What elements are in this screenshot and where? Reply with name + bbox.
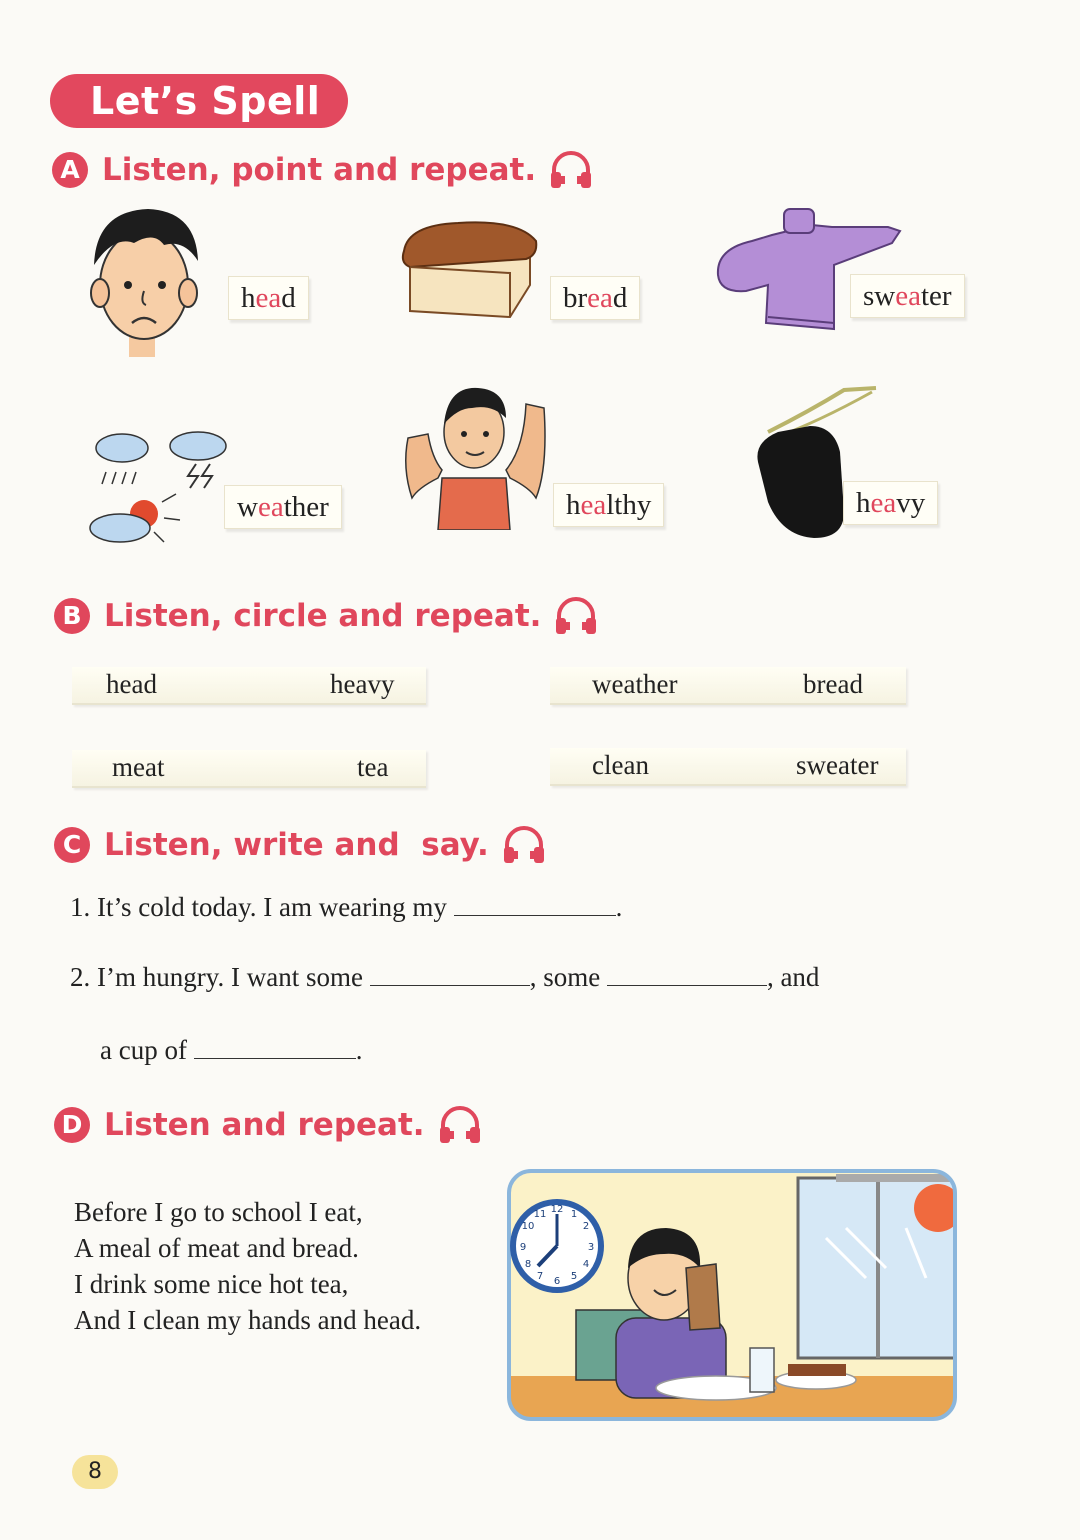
circle-option-word[interactable]: tea [357,752,389,782]
clock-numeral: 8 [524,1259,532,1270]
section-b-letter: B [54,598,90,634]
word-card-heavy: heavy [843,481,938,525]
sentence-1: 1. It’s cold today. I am wearing my . [70,892,623,922]
page-title: Let’s Spell [50,74,348,128]
section-c-title: Listen, write and say. [104,827,489,863]
clock-numeral: 12 [550,1204,564,1215]
poem-line: Before I go to school I eat, [74,1197,363,1227]
sentence-2: 2. I’m hungry. I want some , some , and [70,962,820,992]
page-number: 8 [72,1455,118,1489]
poem [74,1194,421,1338]
section-c-heading [54,825,547,865]
section-d-heading [54,1105,483,1145]
answer-blank[interactable] [454,895,616,916]
healthy-boy-illustration [398,378,556,530]
clock-numeral: 6 [553,1276,561,1287]
headphones-icon[interactable] [501,825,547,865]
section-d-letter: D [54,1107,90,1143]
answer-blank[interactable] [607,965,767,986]
circle-option-word[interactable]: head [106,669,157,699]
section-b-heading [54,596,599,636]
word-card-head: head [228,276,309,320]
circle-option-word[interactable]: bread [803,669,863,699]
clock-numeral: 4 [582,1259,590,1270]
word-card-healthy: healthy [553,483,664,527]
section-a-heading [52,150,594,190]
weather-illustration [86,428,234,546]
clock-numeral: 5 [570,1271,578,1282]
word-pair-strip-1 [72,667,426,705]
headphones-icon[interactable] [548,150,594,190]
word-card-weather: weather [224,485,342,529]
poem-line: I drink some nice hot tea, [74,1269,349,1299]
circle-option-word[interactable]: weather [592,669,678,699]
poem-line: And I clean my hands and head. [74,1305,422,1335]
clock-numeral: 7 [536,1271,544,1282]
circle-option-word[interactable]: meat [112,752,165,782]
clock-numeral: 9 [519,1242,527,1253]
clock-numeral: 2 [582,1221,590,1232]
headphones-icon[interactable] [437,1105,483,1145]
headphones-icon[interactable] [553,596,599,636]
answer-blank[interactable] [194,1038,356,1059]
section-b-title: Listen, circle and repeat. [104,598,542,634]
section-a-letter: A [52,152,88,188]
breakfast-scene-illustration [506,1168,958,1422]
circle-option-word[interactable]: sweater [796,750,879,780]
boy-head-illustration [84,205,209,357]
section-d-title: Listen and repeat. [104,1107,425,1143]
clock-numeral: 10 [521,1221,535,1232]
circle-option-word[interactable]: clean [592,750,649,780]
section-c-letter: C [54,827,90,863]
word-card-bread: bread [550,276,640,320]
clock-numeral: 3 [587,1242,595,1253]
word-pair-strip-4 [550,748,906,786]
circle-option-word[interactable]: heavy [330,669,395,699]
clock-numeral: 1 [570,1209,578,1220]
section-a-title: Listen, point and repeat. [102,152,537,188]
sentence-3: a cup of . [100,1035,363,1065]
word-pair-strip-2 [550,667,906,705]
clock-numeral: 11 [533,1209,547,1220]
answer-blank[interactable] [370,965,530,986]
poem-line: A meal of meat and bread. [74,1233,359,1263]
bread-illustration [398,215,540,320]
word-pair-strip-3 [72,750,426,788]
word-card-sweater: sweater [850,274,965,318]
